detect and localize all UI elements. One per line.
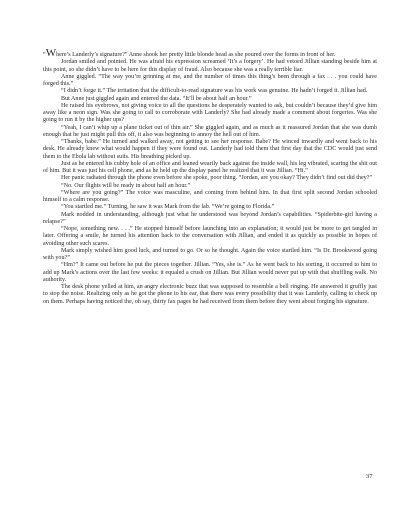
paragraph: Just as he entered his cubby hole of an office and leaned wearily back against the inside wall, his leg vibrated, scaring the shit out of him. But it was just his cell phone, and as he held up the display panel he realized that it was Jillian. “Hi.” [43, 160, 377, 174]
paragraph: Anne giggled. “The way you’re grinning at me, and the number of times this thing’s been through a fax . . . you could have forged this.” [43, 73, 377, 87]
paragraph: “Nope, something new. . . .” He stopped himself before launching into an explanation; it would just be more to get tangled in later. Offering a smile, he turned his attention back to the conversation with Jillian, and ended it as quickly as possible in hopes of avoiding other such scares. [43, 226, 377, 247]
paragraph: But Anne just giggled again and entered the data. “It’ll be about half an hour.” [61, 95, 252, 102]
paragraph: “Where are you going?” The voice was masculine, and coming from behind him. In that first split second Jordan schooled himself to a calm response. [43, 189, 377, 203]
paragraph: Mark nodded in understanding, although just what he understood was beyond Jordan’s capabilities. “Spiderbite-girl having a relapse?” [43, 211, 377, 225]
paragraph: “You startled me.” Turning, he saw it was Mark from the lab. “We’re going to Florida.” [61, 204, 275, 211]
paragraph: “Yeah, I can’t whip up a plane ticket out of thin air.” She giggled again, and as much as it reassured Jordan that she was dumb enough that he just might pull this off, it also was beginning to annoy the hell out of him. [43, 124, 377, 138]
opening-quote: “ [43, 52, 46, 58]
paragraph: “I didn’t forge it.” The irritation that the difficult-to-read signature was his work was genuine. He hadn’t forged it. Jillian had. [61, 88, 368, 95]
paragraph-1 [43, 47, 377, 59]
paragraph: “Hm?” It came out before he put the pieces together. Jillian. “Yes, she is.” As he went back to his sorting, it occurred to him to add up Mark’s actions over the last few weeks: it equaled a crush on Jillian. But Jillian would never put up with that shuffling walk. No authority. [43, 262, 377, 283]
paragraph: The desk phone yelled at him, an angry electronic buzz that was supposed to resemble a bell ringing. He answered it gruffly just to stop the noise. Realizing only as he got the phone to his ear, that there was every possibility that it was Landerly, calling to check up on them. Perhaps having noticed the, oh say, thirty fax pages he had received from them before they went about forging his signature. [43, 284, 377, 305]
paragraph: Mark simply wished him good luck, and turned to go. Or so he thought. Again the voice startled him. “Is Dr. Brookwood going with you?” [43, 247, 377, 261]
paragraph: Jordan smiled and pointed. He was afraid his expression screamed ‘It’s a forgery’. He had vetoed Jillian standing beside him at this point, so she didn’t have to be here for this display of fraud. Also because she was a really terrible liar. [43, 59, 377, 73]
paragraph: Her panic radiated through the phone even before she spoke, poor thing. “Jordan, are you okay? They didn’t find out did they?” [61, 175, 373, 182]
drop-letter: W [45, 47, 57, 59]
paragraph-1-text: here’s Landerly’s signature?” Anne shook her pretty little blonde head as she poured over the forms in front of her. [56, 52, 336, 58]
paragraph: He raised his eyebrows, not giving voice to all the questions he desperately wanted to ask, but couldn’t because they’d give him away like a neon sign. Was she going to call to corroborate with Landerly? She had already made a comment about forgeries. Was she going to run it by the higher ups? [43, 102, 377, 124]
body-text [43, 47, 377, 306]
paragraph: “No. Our flights will be ready in about half an hour.” [61, 182, 191, 189]
page-number: 37 [366, 473, 373, 480]
paragraph: “Thanks, babe.” He turned and walked away, not getting to see her response. Babe? He winced inwardly and went back to his desk. He already knew what would happen if they were found out. Landerly had told them that first day that the CDC would just send them to the Ebola lab without suits. His breathing picked up. [43, 139, 377, 160]
